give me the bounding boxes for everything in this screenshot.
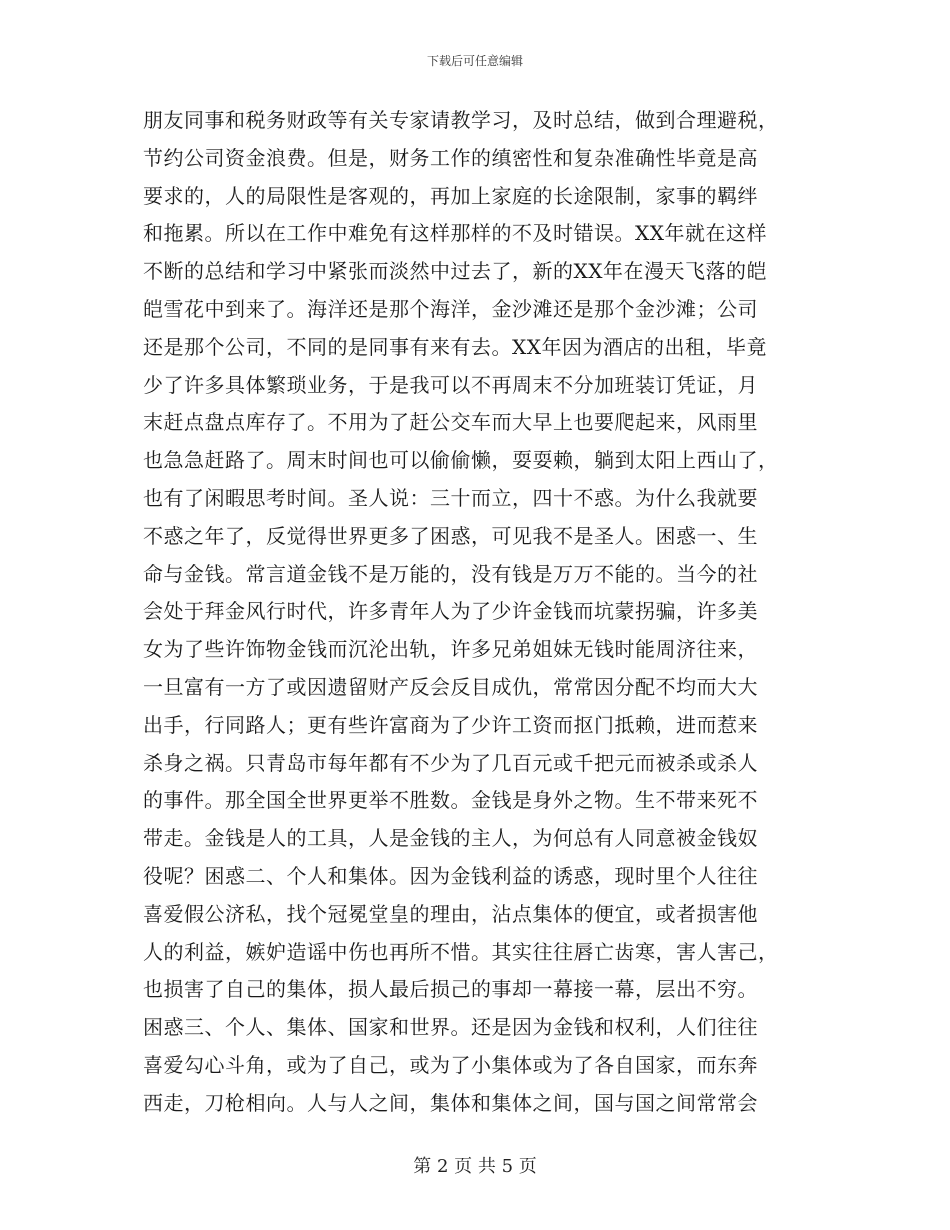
text-line: 还是那个公司，不同的是同事有来有去。XX年因为酒店的出租，毕竟 [143,334,767,359]
text-line: 困惑三、个人、集体、国家和世界。还是因为金钱和权利，人们往往 [143,1015,758,1040]
text-line: 皑雪花中到来了。海洋还是那个海洋，金沙滩还是那个金沙滩；公司 [143,296,758,321]
text-line: 也急急赶路了。周末时间也可以偷偷懒，耍耍赖，躺到太阳上西山了， [143,448,779,473]
text-line: 也有了闲暇思考时间。圣人说：三十而立，四十不惑。为什么我就要 [143,485,758,510]
text-line: 女为了些许饰物金钱而沉沦出轨，许多兄弟姐妹无钱时能周济往来， [143,637,758,662]
text-line: 带走。金钱是人的工具，人是金钱的主人，为何总有人同意被金钱奴 [143,826,758,851]
text-line: 喜爱勾心斗角，或为了自己，或为了小集体或为了各自国家，而东奔 [143,1052,758,1077]
page-header: 下载后可任意编辑 [426,54,523,68]
text-line: 末赶点盘点库存了。不用为了赶公交车而大早上也要爬起来，风雨里 [143,410,758,435]
text-line: 节约公司资金浪费。但是，财务工作的缜密性和复杂准确性毕竟是高 [143,145,758,170]
text-line: 喜爱假公济私，找个冠冕堂皇的理由，沾点集体的便宜，或者损害他 [143,901,758,926]
text-line: 少了许多具体繁琐业务，于是我可以不再周末不分加班装订凭证，月 [143,372,758,397]
text-line: 不惑之年了，反觉得世界更多了困惑，可见我不是圣人。困惑一、生 [143,523,758,548]
text-line: 会处于拜金风行时代，许多青年人为了少许金钱而坑蒙拐骗，许多美 [143,599,758,624]
text-line: 一旦富有一方了或因遗留财产反会反目成仇，常常因分配不均而大大 [143,674,758,699]
body-text [143,102,813,1123]
text-line: 命与金钱。常言道金钱不是万能的，没有钱是万万不能的。当今的社 [143,561,758,586]
text-line: 役呢？困惑二、个人和集体。因为金钱利益的诱惑，现时里个人往往 [143,863,758,888]
text-line: 的事件。那全国全世界更举不胜数。金钱是身外之物。生不带来死不 [143,788,758,813]
text-line: 西走，刀枪相向。人与人之间，集体和集体之间，国与国之间常常会 [143,1090,758,1115]
text-line: 也损害了自己的集体，损人最后损己的事却一幕接一幕，层出不穷。 [143,977,758,1002]
text-line: 不断的总结和学习中紧张而淡然中过去了，新的XX年在漫天飞落的皑 [143,259,767,284]
text-line: 出手，行同路人；更有些许富商为了少许工资而抠门抵赖，进而惹来 [143,712,758,737]
page-number-footer: 第 2 页 共 5 页 [413,1156,537,1177]
text-line: 和拖累。所以在工作中难免有这样那样的不及时错误。XX年就在这样 [143,221,767,246]
text-line: 要求的，人的局限性是客观的，再加上家庭的长途限制，家事的羁绊 [143,183,758,208]
text-line: 朋友同事和税务财政等有关专家请教学习，及时总结，做到合理避税， [143,108,779,132]
text-line: 杀身之祸。只青岛市每年都有不少为了几百元或千把元而被杀或杀人 [143,750,758,775]
text-line: 人的利益，嫉妒造谣中伤也再所不惜。其实往往唇亡齿寒，害人害己， [143,939,779,964]
